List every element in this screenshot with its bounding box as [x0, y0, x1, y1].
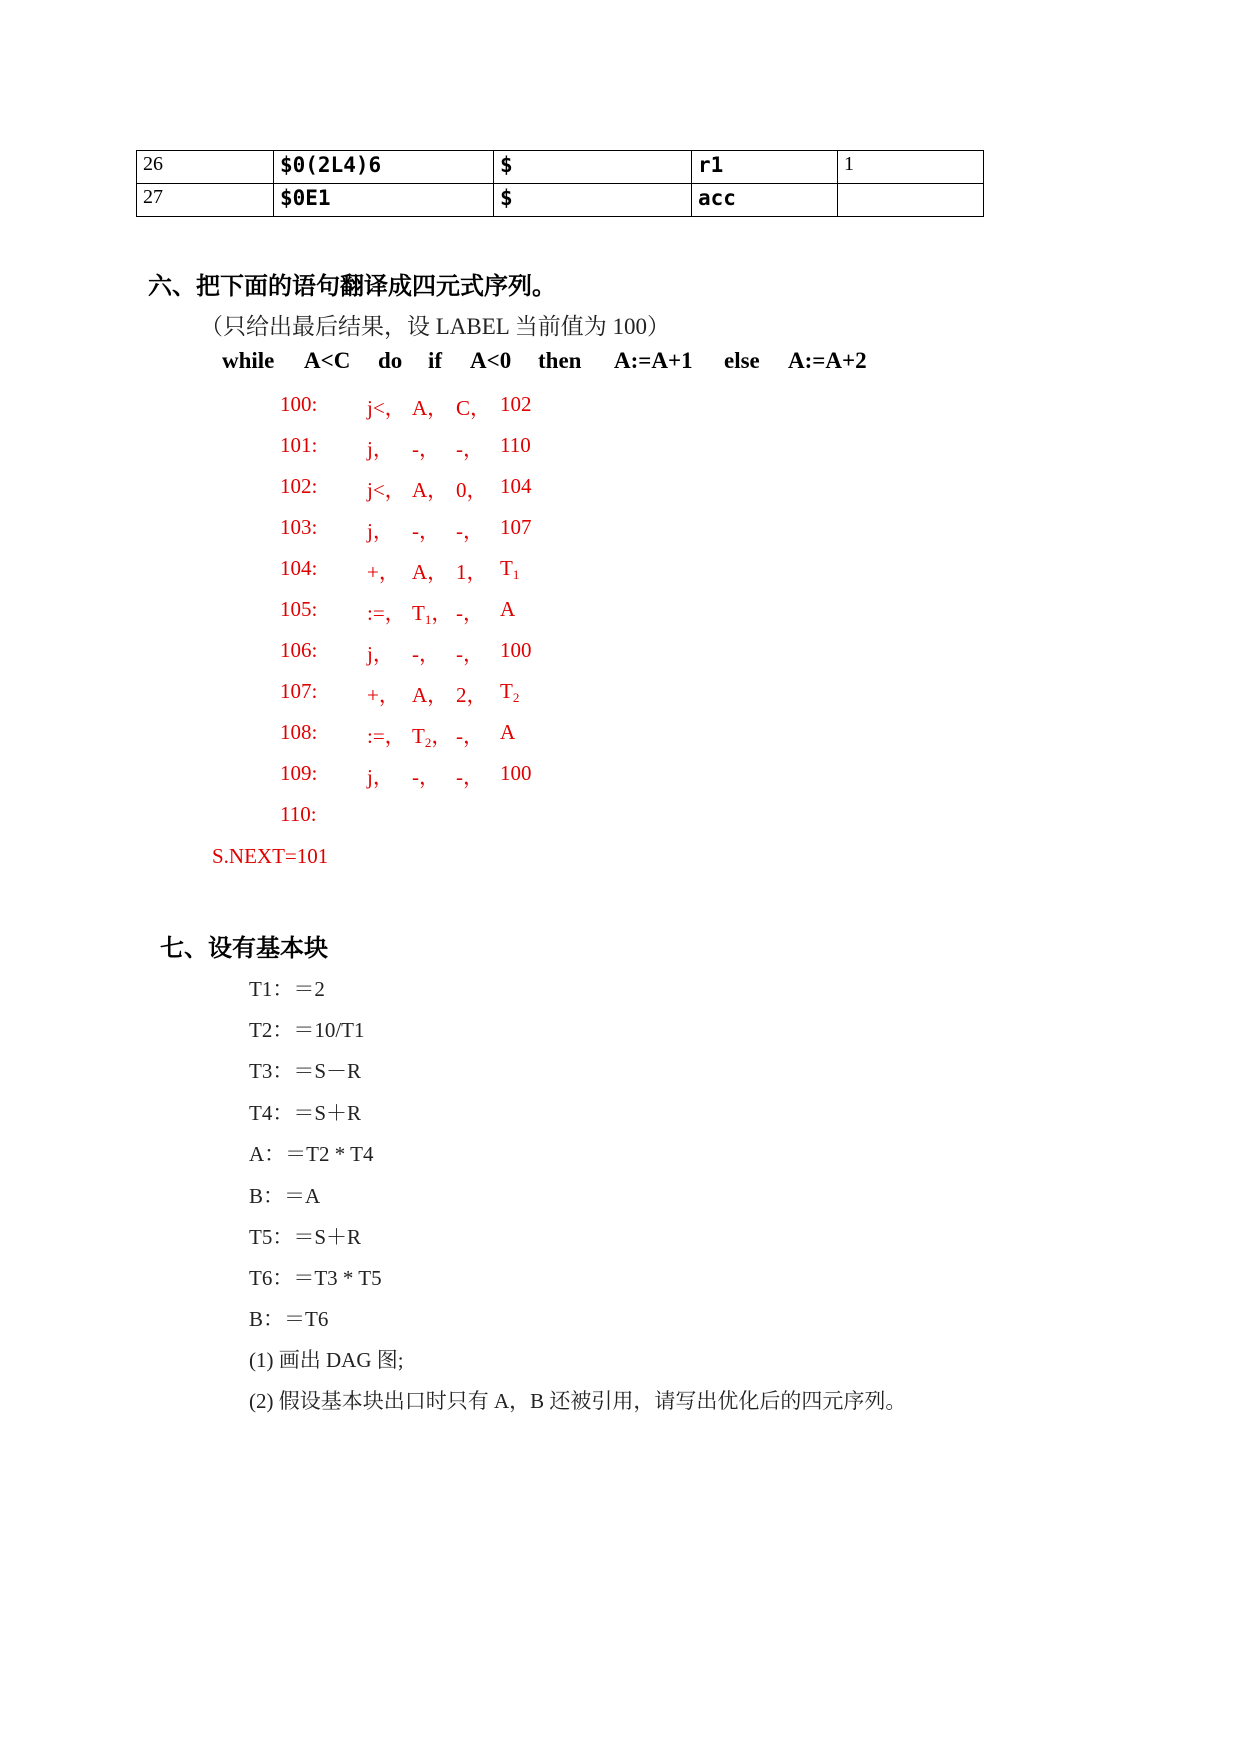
quad-arg1: A，: [412, 560, 449, 584]
step-cell: 26: [137, 151, 274, 184]
input-cell: $: [494, 151, 692, 184]
step-cell: 27: [137, 184, 274, 217]
quad-label: 103:: [280, 515, 318, 539]
quad-arg1: [412, 720, 452, 751]
quad-arg1: -，: [412, 642, 440, 666]
table-row: [137, 184, 984, 217]
quad-result: [500, 679, 519, 706]
quad-result-base: T: [500, 679, 513, 703]
quad-arg1-tail: ，: [431, 601, 453, 625]
quad-label: 106:: [280, 638, 318, 662]
block-statement: T2：＝10/T1: [249, 1018, 365, 1042]
quad-op: :=，: [367, 601, 406, 625]
quad-result: 100: [500, 638, 532, 662]
block-statement: T1：＝2: [249, 977, 325, 1001]
quad-arg2: C，: [456, 396, 492, 420]
quad-arg2: -，: [456, 765, 484, 789]
input-cell: $: [494, 184, 692, 217]
quad-arg1-base: T: [412, 601, 425, 625]
action-cell: acc: [692, 184, 838, 217]
quad-arg1: -，: [412, 519, 440, 543]
quad-arg1: -，: [412, 437, 440, 461]
block-statement: T6：＝T3 * T5: [249, 1266, 382, 1290]
quad-result: 104: [500, 474, 532, 498]
quad-result-sub: 2: [512, 690, 520, 705]
quad-op: +，: [367, 560, 400, 584]
quad-arg2: -，: [456, 724, 484, 748]
quad-arg2: -，: [456, 601, 484, 625]
quad-op: j，: [367, 437, 394, 461]
quad-label: 105:: [280, 597, 318, 621]
block-statement: B：＝A: [249, 1184, 321, 1208]
quad-arg2: -，: [456, 642, 484, 666]
quad-label: 109:: [280, 761, 318, 785]
quad-result-base: T: [500, 556, 513, 580]
table-row: [137, 151, 984, 184]
section6-heading: 六、把下面的语句翻译成四元式序列。: [148, 272, 556, 300]
quad-arg1-tail: ，: [431, 724, 453, 748]
quad-label: 100:: [280, 392, 318, 416]
quad-op: j，: [367, 519, 394, 543]
quad-op: j，: [367, 765, 394, 789]
quad-arg1-sub: 1: [424, 612, 432, 627]
assign-2: A:=A+2: [788, 348, 867, 373]
quad-result: A: [500, 597, 516, 621]
quad-label: 108:: [280, 720, 318, 744]
cond-2: A<0: [470, 348, 512, 373]
quad-op: :=，: [367, 724, 406, 748]
quad-result: 110: [500, 433, 531, 457]
cond-1: A<C: [304, 348, 351, 373]
quad-arg2: -，: [456, 437, 484, 461]
quad-arg1: A，: [412, 396, 449, 420]
quad-op: j<，: [367, 478, 406, 502]
quad-arg1: -，: [412, 765, 440, 789]
block-statement: T4：＝S＋R: [249, 1101, 362, 1125]
quad-op: +，: [367, 683, 400, 707]
section7-heading: 七、设有基本块: [160, 934, 328, 962]
goto-cell: [838, 184, 984, 217]
action-cell: r1: [692, 151, 838, 184]
quad-label: 110:: [280, 802, 317, 826]
keyword-if: if: [428, 348, 443, 373]
quad-arg1: A，: [412, 683, 449, 707]
assign-1: A:=A+1: [614, 348, 693, 373]
quad-arg2: 0，: [456, 478, 488, 502]
quad-label: 101:: [280, 433, 318, 457]
parse-table: [136, 150, 984, 217]
quad-result: A: [500, 720, 516, 744]
block-statement: B：＝T6: [249, 1307, 329, 1331]
quad-result: [500, 556, 519, 583]
block-statement: T5：＝S＋R: [249, 1225, 362, 1249]
keyword-do: do: [378, 348, 403, 373]
quad-result: 107: [500, 515, 532, 539]
quad-label: 104:: [280, 556, 318, 580]
quad-result-sub: 1: [512, 567, 520, 582]
quad-arg1-base: T: [412, 724, 425, 748]
keyword-then: then: [538, 348, 582, 373]
quad-result: 100: [500, 761, 532, 785]
keyword-while: while: [222, 348, 275, 373]
question-item: (1) 画出 DAG 图;: [249, 1348, 404, 1372]
goto-cell: 1: [838, 151, 984, 184]
snext-value: S.NEXT=101: [212, 844, 329, 868]
quad-arg2: 2，: [456, 683, 488, 707]
quad-result: 102: [500, 392, 532, 416]
stack-cell: $0(2L4)6: [274, 151, 494, 184]
quad-arg1: A，: [412, 478, 449, 502]
question-item: (2) 假设基本块出口时只有 A，B 还被引用，请写出优化后的四元序列。: [249, 1389, 907, 1413]
quad-arg1-sub: 2: [424, 735, 432, 750]
quad-label: 107:: [280, 679, 318, 703]
section6-note: （只给出最后结果，设 LABEL 当前值为 100）: [200, 314, 670, 339]
block-statement: A：＝T2 * T4: [249, 1142, 374, 1166]
block-statement: T3：＝S－R: [249, 1059, 362, 1083]
quad-arg2: -，: [456, 519, 484, 543]
quad-arg2: 1，: [456, 560, 488, 584]
quad-label: 102:: [280, 474, 318, 498]
quad-op: j，: [367, 642, 394, 666]
quad-op: j<，: [367, 396, 406, 420]
quad-arg1: [412, 597, 452, 628]
keyword-else: else: [724, 348, 760, 373]
stack-cell: $0E1: [274, 184, 494, 217]
